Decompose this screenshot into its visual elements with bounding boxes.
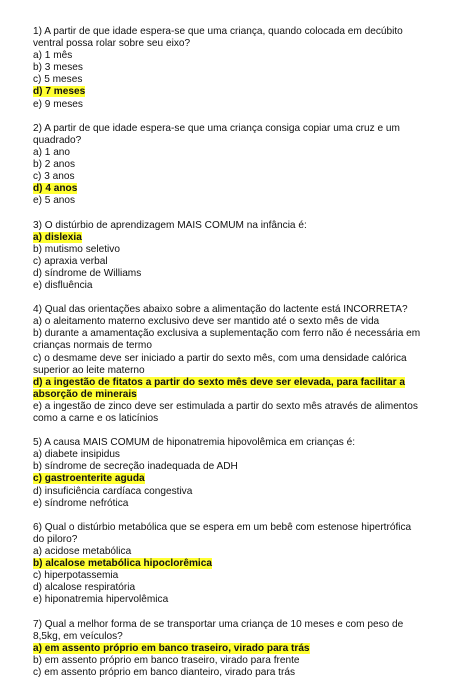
answer-text: b) em assento próprio em banco traseiro, virado para frente xyxy=(33,654,300,666)
answer-option xyxy=(33,449,425,461)
answer-text: a) diabete insipidus xyxy=(33,449,120,461)
answer-option xyxy=(33,498,425,510)
answer-option xyxy=(33,86,425,98)
answer-text: c) 3 anos xyxy=(33,171,75,183)
answer-option xyxy=(33,256,425,268)
answer-text: c) o desmame deve ser iniciado a partir do sexto mês, com uma densidade calórica superior ao leite materno xyxy=(33,352,407,376)
answer-text: c) em assento próprio em banco dianteiro, virado para trás xyxy=(33,666,296,678)
answer-text: e) disfluência xyxy=(33,279,93,291)
question-block xyxy=(33,522,425,607)
answer-option xyxy=(33,461,425,473)
answer-option xyxy=(33,328,425,352)
answer-option xyxy=(33,171,425,183)
answer-option xyxy=(33,316,425,328)
answer-text: a) 1 ano xyxy=(33,146,71,158)
question-block xyxy=(33,26,425,111)
answer-text: e) 5 anos xyxy=(33,195,76,207)
question-block xyxy=(33,220,425,293)
question-text: 5) A causa MAIS COMUM de hiponatremia hipovolêmica em crianças é: xyxy=(33,437,356,449)
answer-text: b) durante a amamentação exclusiva a suplementação com ferro não é necessária em crianças normais de termo xyxy=(33,328,421,352)
question-text: 7) Qual a melhor forma de se transportar uma criança de 10 meses e com peso de 8,5kg, em veículos? xyxy=(33,618,404,642)
answer-text: c) 5 meses xyxy=(33,74,83,86)
answer-text: e) síndrome nefrótica xyxy=(33,497,129,509)
answer-text: d) alcalose respiratória xyxy=(33,582,136,594)
question-block xyxy=(33,619,425,679)
answer-text: c) apraxia verbal xyxy=(33,255,108,267)
question-text: 2) A partir de que idade espera-se que uma criança consiga copiar uma cruz e um quadrado? xyxy=(33,122,400,146)
answer-option xyxy=(33,401,425,425)
highlighted-answer: a) dislexia xyxy=(33,231,82,243)
answer-text: e) hiponatremia hipervolêmica xyxy=(33,594,169,606)
answer-text: b) 2 anos xyxy=(33,159,76,171)
answer-option xyxy=(33,244,425,256)
answer-option xyxy=(33,147,425,159)
answer-option xyxy=(33,558,425,570)
question-text: 6) Qual o distúrbio metabólica que se espera em um bebê com estenose hipertrófica do piloro? xyxy=(33,521,412,545)
answer-option xyxy=(33,377,425,401)
answer-option xyxy=(33,183,425,195)
answer-text: a) 1 mês xyxy=(33,50,73,62)
answer-option xyxy=(33,473,425,485)
answer-text: d) insuficiência cardíaca congestiva xyxy=(33,485,193,497)
answer-text: b) mutismo seletivo xyxy=(33,243,120,255)
question-block xyxy=(33,123,425,208)
answer-option xyxy=(33,280,425,292)
answer-option xyxy=(33,353,425,377)
answer-option xyxy=(33,594,425,606)
answer-option xyxy=(33,570,425,582)
answer-option xyxy=(33,195,425,207)
question-text: 4) Qual das orientações abaixo sobre a alimentação do lactente está INCORRETA? xyxy=(33,304,408,316)
answer-option xyxy=(33,667,425,679)
highlighted-answer: d) a ingestão de fitatos a partir do sexto mês deve ser elevada, para facilitar a absorção de minerais xyxy=(33,376,405,400)
answer-option xyxy=(33,232,425,244)
answer-text: d) síndrome de Williams xyxy=(33,267,142,279)
highlighted-answer: d) 7 meses xyxy=(33,86,86,98)
answer-option xyxy=(33,50,425,62)
answer-text: c) hiperpotassemia xyxy=(33,570,119,582)
answer-option xyxy=(33,655,425,667)
answer-option xyxy=(33,159,425,171)
answer-option xyxy=(33,268,425,280)
answer-option xyxy=(33,74,425,86)
answer-text: e) 9 meses xyxy=(33,98,83,110)
answer-text: a) o aleitamento materno exclusivo deve ser mantido até o sexto mês de vida xyxy=(33,316,380,328)
highlighted-answer: d) 4 anos xyxy=(33,183,78,195)
answer-option xyxy=(33,486,425,498)
answer-text: b) síndrome de secreção inadequada de ADH xyxy=(33,461,238,473)
answer-option xyxy=(33,643,425,655)
question-text: 1) A partir de que idade espera-se que uma criança, quando colocada em decúbito ventral possa rolar sobre seu eixo? xyxy=(33,26,403,50)
answer-option xyxy=(33,582,425,594)
answer-text: a) acidose metabólica xyxy=(33,546,132,558)
question-block xyxy=(33,304,425,425)
highlighted-answer: a) em assento próprio em banco traseiro, virado para trás xyxy=(33,642,310,654)
question-block xyxy=(33,437,425,510)
answer-option xyxy=(33,62,425,74)
answer-text: b) 3 meses xyxy=(33,62,83,74)
highlighted-answer: c) gastroenterite aguda xyxy=(33,473,145,485)
answer-text: e) a ingestão de zinco deve ser estimulada a partir do sexto mês através de alimentos como a carne e os laticínios xyxy=(33,400,418,424)
highlighted-answer: b) alcalose metabólica hipoclorêmica xyxy=(33,558,212,570)
question-text: 3) O distúrbio de aprendizagem MAIS COMUM na infância é: xyxy=(33,219,307,231)
answer-option xyxy=(33,546,425,558)
answer-option xyxy=(33,99,425,111)
